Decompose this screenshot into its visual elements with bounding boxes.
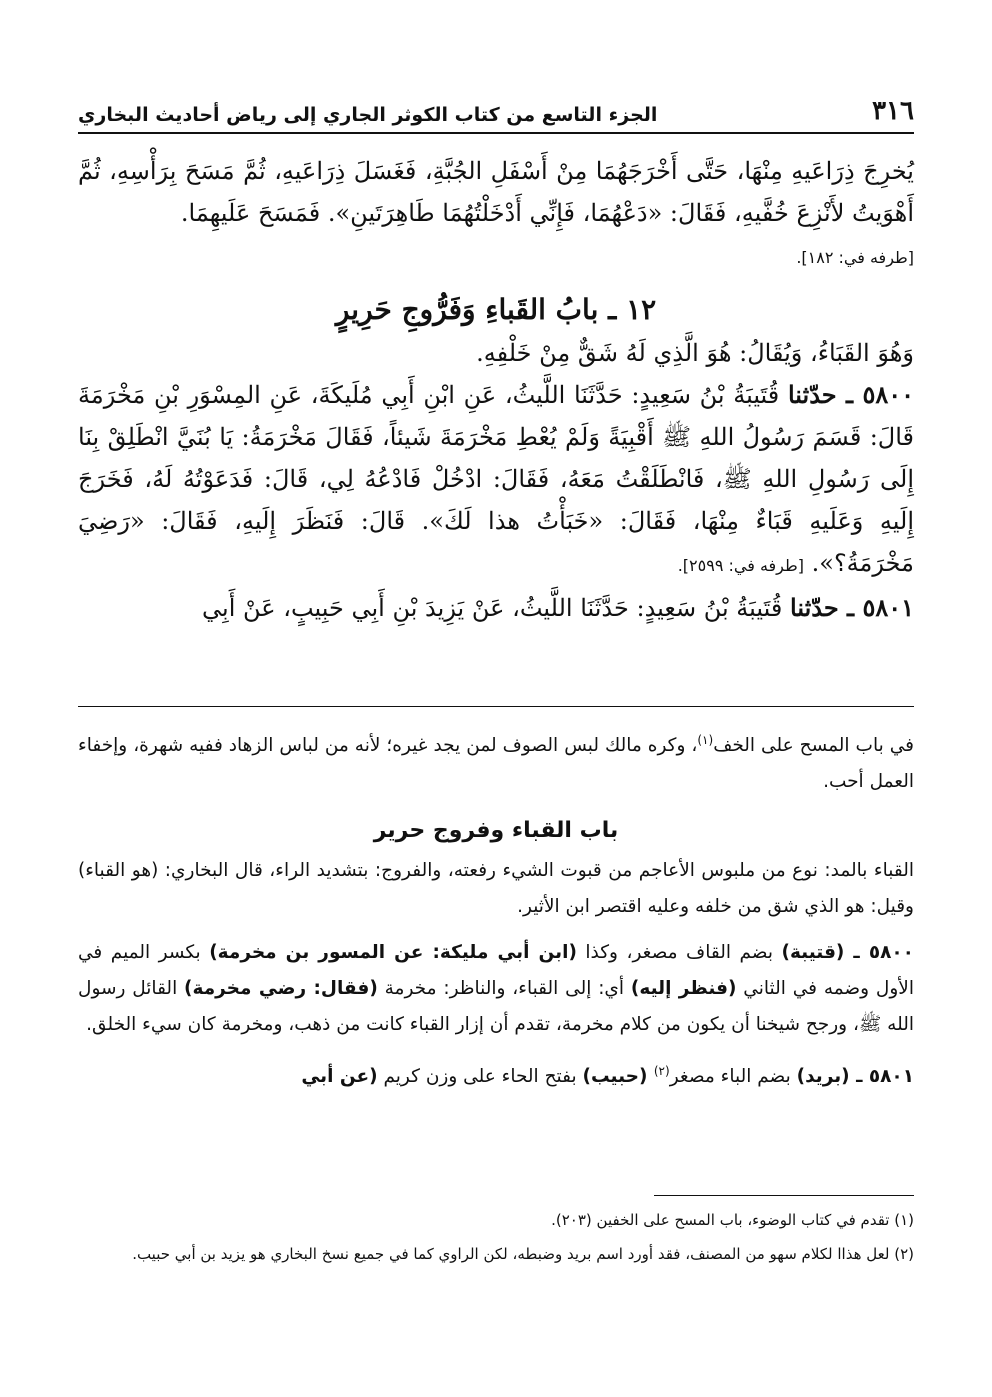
commentary-text: بفتح الحاء على وزن كريم bbox=[377, 1066, 583, 1088]
commentary-lead: ٥٨٠١ ـ (بريد) bbox=[796, 1066, 914, 1088]
commentary-paragraph bbox=[78, 935, 914, 1043]
matn-continuation: يُخرِجَ ذِرَاعَيهِ مِنْهَا، حَتَّى أَخْرَجَهُمَا مِنْ أَسْفَلِ الجُبَّةِ، فَغَسَلَ ذِرَاعَيهِ، ثُمَّ مَسَحَ بِرَأْسِهِ، ثُمَّ أَهْوَيتُ لأَنْزِعَ خُفَّيهِ، فَقَالَ: «دَعْهُمَا، فَإِنِّي أَدْخَلْتُهُمَا طَاهِرَتَينِ». فَمَسَحَ عَلَيهِمَا. bbox=[78, 157, 914, 227]
commentary-text: بضم الباء مصغر bbox=[669, 1066, 797, 1088]
section-divider bbox=[78, 706, 914, 707]
hadith-number: ٥٨٠١ ـ حدّثنا bbox=[790, 593, 914, 622]
cross-reference: [طرفه في: ١٨٢]. bbox=[796, 248, 914, 267]
commentary-quote: (فقال: رضي مخرمة) bbox=[184, 978, 378, 1000]
commentary-quote: (عن أبي bbox=[301, 1066, 378, 1088]
hadith-body: قُتَيبَةُ بْنُ سَعِيدٍ: حَدَّثَنَا اللَّيثُ، عَنْ يَزِيدَ بْنِ أَبِي حَبِيبٍ، عَنْ أَبِي bbox=[202, 594, 783, 622]
hadith-text-section bbox=[78, 150, 914, 629]
commentary-lead: ٥٨٠٠ ـ (قتيبة) bbox=[781, 942, 914, 964]
chapter-heading: ١٢ ـ بابُ القَباءِ وَفَرُّوجِ حَرِيرٍ bbox=[335, 293, 657, 326]
commentary-quote: (ابن أبي مليكة: عن المسور بن مخرمة) bbox=[209, 942, 577, 964]
footnote-1: (١) تقدم في كتاب الوضوء، باب المسح على الخفين (٢٠٣). bbox=[551, 1211, 914, 1229]
commentary-chapter-heading: باب القباء وفروج حرير bbox=[373, 818, 619, 844]
footnotes bbox=[78, 1206, 914, 1274]
hadith-5800 bbox=[78, 374, 914, 587]
commentary-paragraph bbox=[78, 722, 914, 800]
footnote-marker: (٢) bbox=[653, 1064, 670, 1079]
commentary-text: في باب المسح على الخف bbox=[713, 735, 914, 757]
footnote-marker: (١) bbox=[697, 733, 714, 747]
commentary-paragraph bbox=[78, 1053, 914, 1095]
commentary-text: ، وكره مالك لبس الصوف لمن يجد غيره؛ لأنه من لباس الزهاد ففيه شهرة، وإخفاء العمل أحب. bbox=[78, 735, 914, 793]
commentary-paragraph: القباء بالمد: نوع من ملبوس الأعاجم من قبوت الشيء رفعته، والفروج: بتشديد الراء، قال البخاري: (هو القباء) وقيل: هو الذي شق من خلفه وعليه اقتصر ابن الأثير. bbox=[78, 860, 914, 918]
commentary-text: بكسر الميم في الأول وضمه في الثاني bbox=[78, 942, 914, 1000]
matn-paragraph bbox=[78, 150, 914, 279]
commentary-text: أي: إلى القباء، والناظر: مخرمة bbox=[377, 978, 631, 1000]
running-title: الجزء التاسع من كتاب الكوثر الجاري إلى رياض أحاديث البخاري bbox=[78, 104, 658, 126]
cross-reference: [طرفه في: ٢٥٩٩]. bbox=[677, 556, 804, 575]
commentary-text: القائل رسول الله ﷺ، ورجح شيخنا أن يكون من كلام مخرمة، تقدم أن إزار القباء كانت من ذهب، ومخرمة كان سيء الخلق. bbox=[78, 978, 914, 1036]
commentary-text: بضم القاف مصغر، وكذا bbox=[576, 942, 782, 964]
hadith-number: ٥٨٠٠ ـ حدّثنا bbox=[787, 380, 914, 409]
commentary-quote: (فنظر إليه) bbox=[630, 978, 737, 1000]
commentary-section bbox=[78, 722, 914, 1105]
footnote-2: (٢) لعل هذاا لكلام سهو من المصنف، فقد أورد اسم بريد وضبطه، لكن الراوي كما في جميع نسخ البخاري هو يزيد بن أبي حبيب. bbox=[132, 1245, 914, 1263]
chapter-description: وَهُوَ القَبَاءُ، وَيُقَالُ: هُوَ الَّذِي لَهُ شَقٌّ مِنْ خَلْفِهِ. bbox=[476, 339, 914, 367]
hadith-body: قُتَيبَةُ بْنُ سَعِيدٍ: حَدَّثَنَا اللَّيثُ، عَنِ ابْنِ أَبِي مُلَيكَةَ، عَنِ المِسْوَرِ بْنِ مَخْرَمَةَ قَالَ: قَسَمَ رَسُولُ اللهِ ﷺ أَقْبِيَةً وَلَمْ يُعْطِ مَخْرَمَةَ شَيئاً، فَقَالَ مَخْرَمَةُ: يَا بُنَيَّ انْطَلِقْ بِنَا إِلَى رَسُولِ اللهِ ﷺ، فَانْطَلَقْتُ مَعَهُ، فَقَالَ: ادْخُلْ فَادْعُهُ لِي، قَالَ: فَدَعَوْتُهُ لَهُ، فَخَرَجَ إِلَيهِ وَعَلَيهِ قَبَاءٌ مِنْهَا، فَقَالَ: «خَبَأْتُ هذا لَكَ». قَالَ: فَنَظَرَ إِلَيهِ، فَقَالَ: «رَضِيَ مَخْرَمَةُ؟». bbox=[78, 381, 914, 577]
hadith-5801 bbox=[78, 587, 914, 629]
page-number: ٣١٦ bbox=[872, 96, 914, 126]
page-header bbox=[78, 86, 914, 134]
footnote-divider bbox=[654, 1195, 914, 1196]
commentary-quote: (حبيب) bbox=[582, 1066, 654, 1088]
